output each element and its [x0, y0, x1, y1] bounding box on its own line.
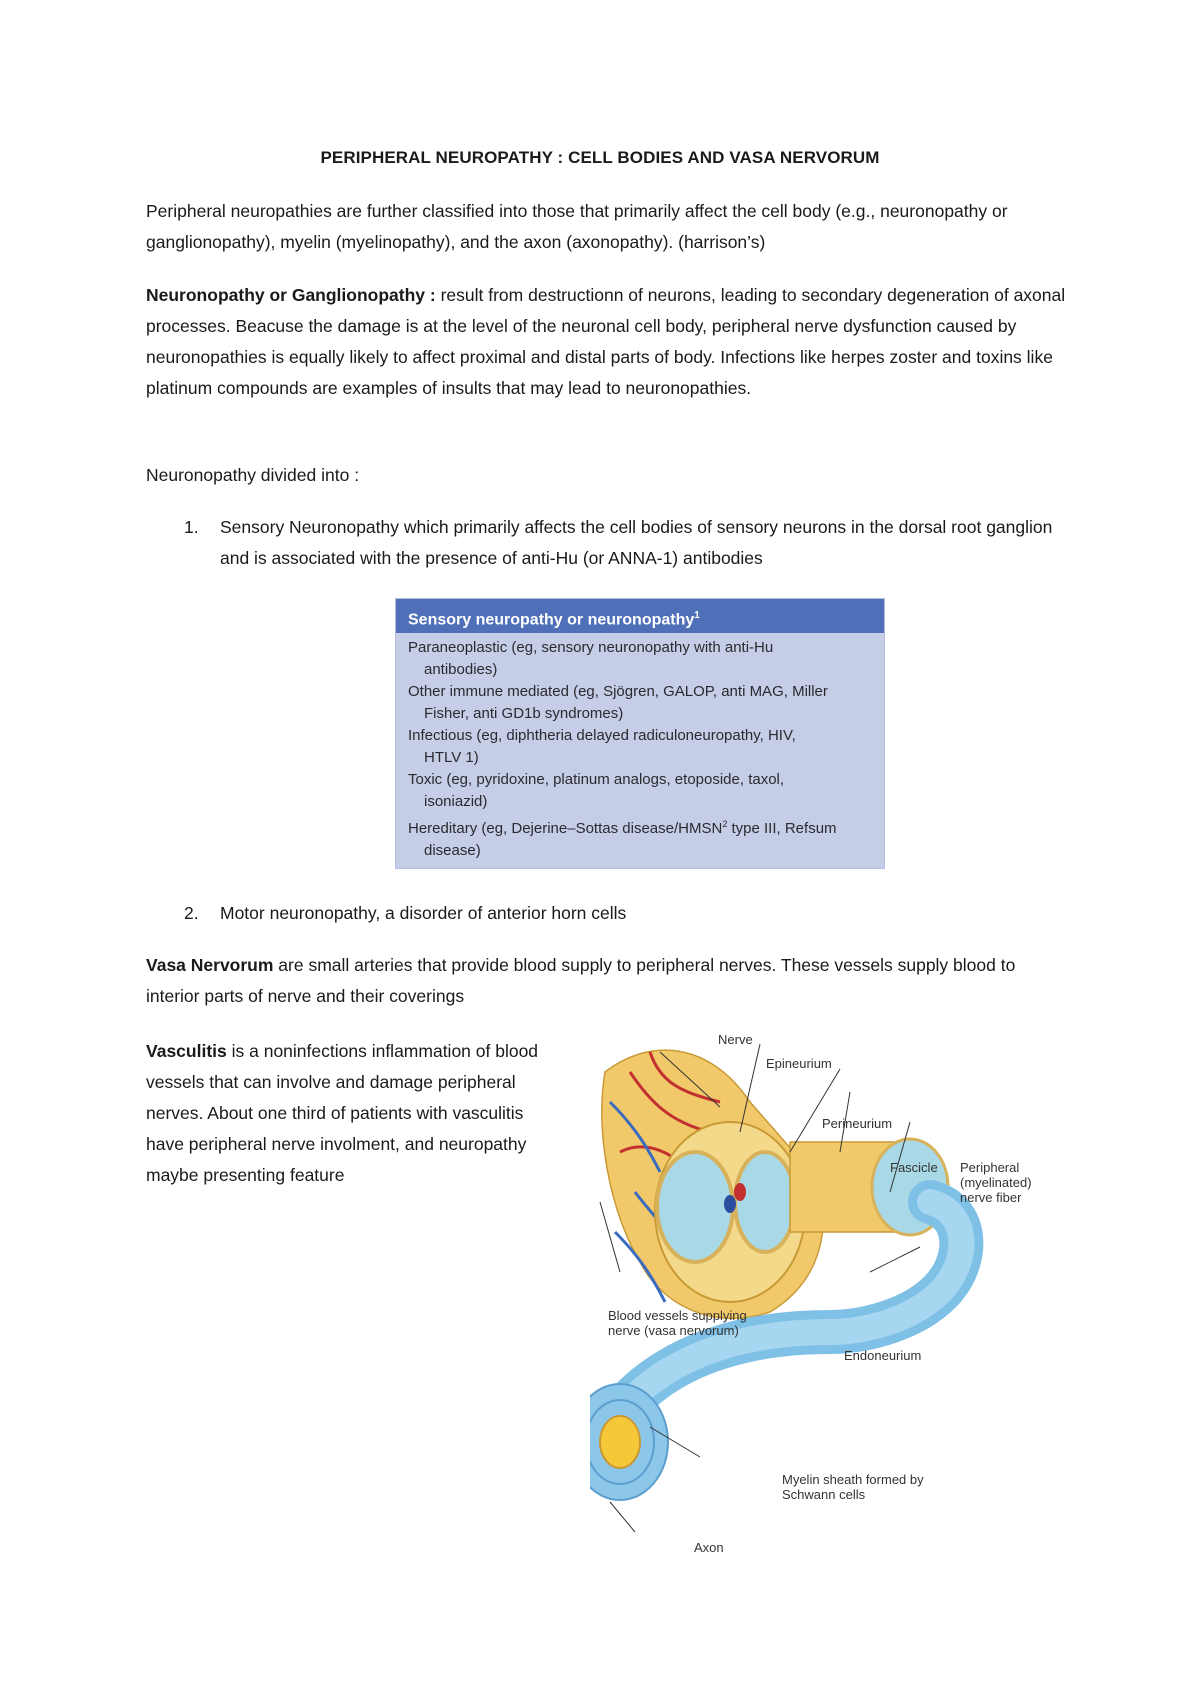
table-row: Infectious (eg, diphtheria delayed radiculoneuropathy, HIV, HTLV 1)	[408, 727, 796, 766]
list-text: Motor neuronopathy, a disorder of anterior horn cells	[220, 903, 627, 923]
table-header: Sensory neuropathy or neuronopathy$^1$	[396, 599, 884, 633]
table-row: Other immune mediated (eg, Sjögren, GALOP, anti MAG, Miller Fisher, anti GD1b syndromes)	[408, 683, 828, 722]
vasculitis-text: is a noninfections inflammation of blood vessels that can involve and damage peripheral nerves. About one third of patients with vasculitis have peripheral nerve involment, and neuropathy maybe presenting feature	[146, 1041, 539, 1185]
divided-into-text: Neuronopathy divided into :	[146, 465, 360, 485]
vasculitis-heading: Vasculitis	[146, 1041, 227, 1061]
list-number: 2.	[184, 903, 199, 923]
label-perineurium: Perineurium	[822, 1116, 893, 1131]
page-title: PERIPHERAL NEUROPATHY : CELL BODIES AND VASA NERVORUM	[320, 148, 880, 167]
list-number: 1.	[184, 517, 199, 537]
table-row: Paraneoplastic (eg, sensory neuronopathy with anti-Hu antibodies)	[408, 639, 774, 678]
nerve-anatomy-figure	[590, 1032, 1060, 1562]
label-peripheral-nerve-fiber: Peripheral (myelinated) nerve fiber	[960, 1160, 1032, 1205]
vasculitis-paragraph	[146, 1036, 566, 1191]
neuronopathy-heading: Neuronopathy or Ganglionopathy :	[146, 285, 436, 305]
table-row: Toxic (eg, pyridoxine, platinum analogs, etoposide, taxol, isoniazid)	[408, 771, 785, 810]
intro-paragraph: Peripheral neuropathies are further classified into those that primarily affect the cell body (e.g., neuronopathy or ganglionopathy), myelin (myelinopathy), and the axon (axonopathy). (harrison’s)	[146, 201, 1008, 252]
vasa-heading: Vasa Nervorum	[146, 955, 274, 975]
neuronopathy-text: result from destructionn of neurons, leading to secondary degeneration of axonal processes. Beacuse the damage is at the level of the neuronal cell body, peripheral nerve dysfunction caused by neuronopathies is equally likely to affect proximal and distal parts of body. Infections like herpes zoster and toxins like platinum compounds are examples of insults that may lead to neuronopathies.	[146, 285, 1066, 398]
neuronopathy-paragraph	[146, 280, 1066, 404]
list-text: Sensory Neuronopathy which primarily affects the cell bodies of sensory neurons in the dorsal root ganglion and is associated with the presence of anti-Hu (or ANNA-1) antibodies	[220, 517, 1053, 568]
label-fascicle: Fascicle	[890, 1160, 938, 1175]
label-axon: Axon	[694, 1540, 724, 1555]
label-endoneurium: Endoneurium	[844, 1348, 922, 1363]
label-myelin-sheath: Myelin sheath formed by Schwann cells	[782, 1472, 924, 1502]
table-row: Hereditary (eg, Dejerine–Sottas disease/HMSN$^2$ type III, Refsum disease)	[408, 819, 837, 859]
sensory-neuropathy-table	[395, 598, 885, 869]
vasa-nervorum-paragraph	[146, 950, 1066, 1012]
vasa-text: are small arteries that provide blood supply to peripheral nerves. These vessels supply blood to interior parts of nerve and their coverings	[146, 955, 1016, 1006]
label-epineurium: Epineurium	[766, 1056, 832, 1071]
label-vasa-nervorum: Blood vessels supplying nerve (vasa nervorum)	[608, 1308, 747, 1338]
label-nerve: Nerve	[718, 1032, 753, 1047]
